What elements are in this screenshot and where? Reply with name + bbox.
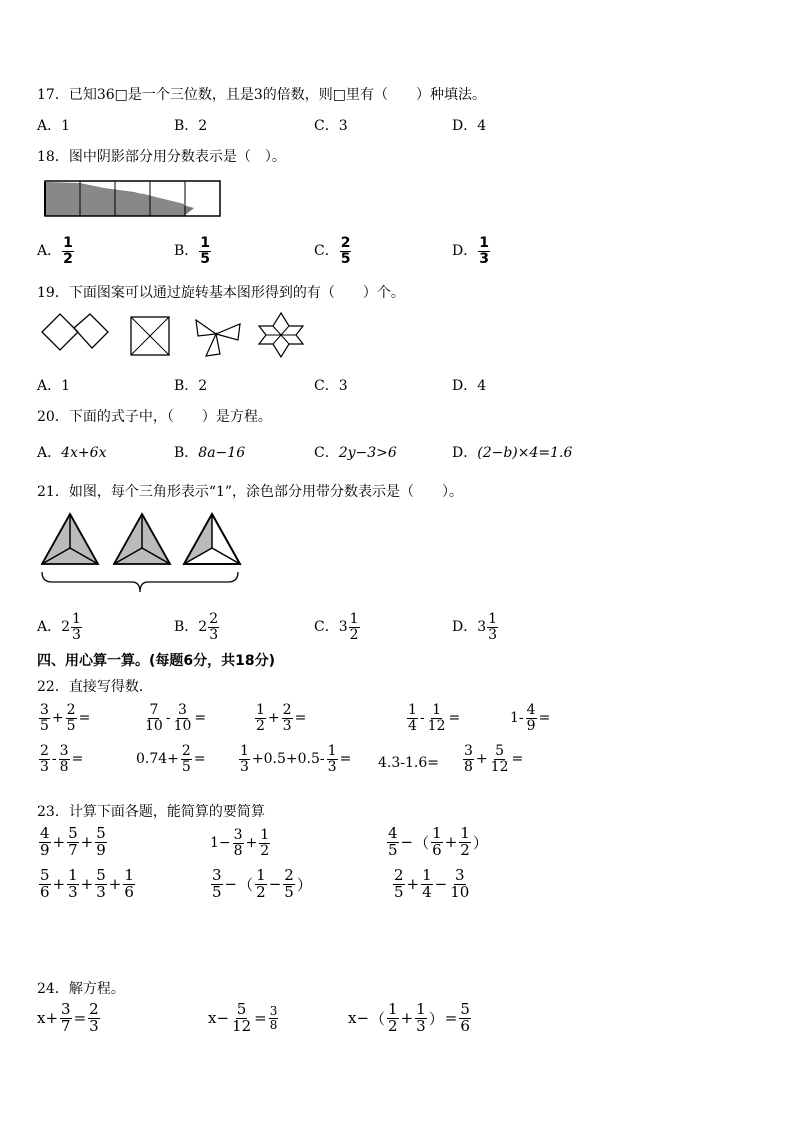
q24-stem: 24．解方程。: [37, 981, 125, 997]
denominator: 3: [416, 1016, 426, 1035]
q23-expr-5: [210, 868, 312, 901]
q18-option-d[interactable]: D． $\frac{1}{3}$: [452, 235, 489, 267]
fraction: [427, 703, 447, 733]
fraction: [59, 744, 70, 774]
numerator: 2: [340, 235, 351, 251]
q19-option-c[interactable]: C．3: [314, 378, 348, 394]
denominator: 6: [124, 882, 134, 901]
math-symbol: =: [448, 710, 461, 727]
q23-expr-2: [210, 828, 271, 858]
fraction: [421, 868, 433, 901]
q18-option-a[interactable]: A． $\frac{1}{2}$: [37, 235, 73, 267]
math-symbol: +: [52, 833, 66, 852]
fraction: [478, 236, 490, 266]
denominator: 3: [209, 626, 219, 643]
denominator: 5: [212, 882, 222, 901]
numerator: 2: [394, 866, 404, 884]
denominator: 3: [479, 250, 489, 267]
brace: [42, 572, 238, 592]
pinwheel-pattern: [194, 314, 244, 358]
q22-expr-3: [254, 703, 306, 733]
denominator: 2: [388, 1016, 398, 1035]
q23-stem: 23．计算下面各题，能简算的要简算: [37, 804, 265, 820]
q22-stem: 22．直接写得数．: [37, 679, 153, 695]
q18-stem: 18．图中阴影部分用分数表示是（ ）。: [37, 149, 286, 165]
q20-option-d[interactable]: D．(2−b)×4=1.6: [452, 445, 573, 461]
q21-option-c[interactable]: C．3 $\frac{1}{2}$: [314, 611, 359, 643]
numerator: 2: [66, 702, 76, 718]
two-squares-pattern: [40, 312, 110, 354]
fraction: [39, 744, 50, 774]
numerator: 1: [260, 827, 270, 843]
denominator: 3: [240, 758, 249, 775]
numerator: 1: [240, 743, 249, 759]
math-symbol: =: [254, 1009, 267, 1028]
denominator: 3: [89, 1016, 99, 1035]
q20-option-c[interactable]: C．2y−3>6: [314, 445, 397, 461]
math-symbol: +: [406, 875, 420, 894]
q20-stem: 20．下面的式子中，（ ）是方程。: [37, 409, 272, 425]
math-symbol: =: [73, 1009, 87, 1028]
q23-expr-4: [38, 868, 136, 901]
fraction: [327, 744, 338, 774]
denominator: 3: [68, 882, 78, 901]
numerator: 3: [212, 866, 222, 884]
fraction: [62, 236, 74, 266]
fraction: [349, 612, 360, 642]
fraction: [282, 703, 293, 733]
q22-expr-5: [510, 703, 550, 733]
denominator: 3: [72, 626, 81, 643]
math-symbol: 1−: [210, 835, 231, 852]
q22-expr-1: [38, 703, 90, 733]
denominator: 8: [233, 842, 243, 859]
fraction: [393, 868, 405, 901]
q23-expr-1: [38, 826, 108, 859]
numerator: 4: [40, 824, 50, 842]
denominator: 5: [340, 250, 351, 267]
math-symbol: -: [165, 710, 171, 727]
denominator: 2: [256, 717, 265, 734]
numerator: 1: [63, 235, 73, 251]
denominator: 5: [200, 250, 211, 267]
q22-expr-7: [136, 744, 206, 774]
numerator: 1: [416, 1000, 426, 1018]
fraction: [415, 1002, 427, 1035]
q22-expr-4: [406, 703, 460, 733]
fraction: [459, 1002, 471, 1035]
numerator: 4: [388, 824, 398, 842]
math-symbol: ）: [296, 875, 312, 894]
math-symbol: x−: [348, 1009, 370, 1028]
math-symbol: =: [339, 751, 352, 768]
numerator: 1: [349, 611, 359, 627]
math-symbol: 0.74+: [136, 751, 179, 768]
q19-option-a[interactable]: A．1: [37, 378, 71, 394]
q21-stem: 21．如图，每个三角形表示“1”，涂色部分用带分数表示是（ ）。: [37, 484, 464, 500]
denominator: 5: [181, 758, 191, 775]
denominator: 9: [96, 840, 106, 859]
fraction: [144, 703, 164, 733]
numerator: 2: [282, 702, 292, 718]
math-symbol: =: [511, 751, 524, 768]
math-symbol: −: [400, 833, 414, 852]
numerator: 5: [40, 866, 50, 884]
numerator: 1: [256, 866, 266, 884]
numerator: 5: [96, 824, 106, 842]
math-symbol: =: [193, 751, 206, 768]
denominator: 6: [40, 882, 50, 901]
denominator: 5: [388, 840, 398, 859]
fraction: [239, 744, 250, 774]
fraction: [255, 703, 266, 733]
fraction: [463, 744, 474, 774]
numerator: 1: [388, 1000, 398, 1018]
q24-equation-2: [208, 1002, 279, 1035]
denominator: 3: [327, 758, 337, 775]
q18-option-c[interactable]: C． $\frac{2}{5}$: [314, 235, 351, 267]
numerator: 3: [61, 1000, 71, 1018]
denominator: 12: [232, 1016, 252, 1035]
q24-equation-1: [37, 1002, 101, 1035]
denominator: 8: [269, 1017, 278, 1032]
denominator: 6: [432, 840, 442, 859]
denominator: 10: [173, 717, 192, 734]
math-symbol: x+: [37, 1009, 59, 1028]
denominator: 8: [464, 758, 473, 775]
numerator: 3: [269, 1004, 278, 1019]
denominator: 3: [282, 717, 292, 734]
fraction: [39, 703, 50, 733]
numerator: 5: [495, 743, 505, 759]
math-symbol: +: [267, 710, 280, 727]
numerator: 1: [460, 824, 470, 842]
q22-expr-8: [238, 744, 351, 774]
numerator: 2: [284, 866, 294, 884]
denominator: 12: [427, 717, 446, 734]
square-with-diagonals-pattern: [130, 316, 170, 356]
q20-option-a[interactable]: A．4x+6x: [37, 445, 107, 461]
fraction: [269, 1005, 279, 1031]
math-symbol: +: [444, 833, 458, 852]
q20-option-b[interactable]: B．8a−16: [174, 445, 246, 461]
denominator: 4: [422, 882, 432, 901]
denominator: 2: [260, 842, 270, 859]
three-triangles-figure: [40, 512, 244, 600]
numerator: 3: [40, 702, 49, 718]
denominator: 2: [63, 250, 73, 267]
fraction: [95, 826, 107, 859]
q23-expr-3: [386, 826, 488, 859]
denominator: 6: [460, 1016, 470, 1035]
numerator: 1: [200, 235, 211, 251]
denominator: 3: [488, 626, 498, 643]
numerator: 2: [181, 743, 191, 759]
denominator: 5: [394, 882, 404, 901]
fraction: [387, 826, 399, 859]
fraction: [526, 703, 537, 733]
math-symbol: +: [51, 710, 64, 727]
triangle-3: [184, 514, 240, 564]
math-symbol: +: [80, 875, 94, 894]
denominator: 9: [526, 717, 536, 734]
q21-option-a[interactable]: A．2 $\frac{1}{3}$: [37, 611, 81, 643]
q17-option-b[interactable]: B．2: [174, 118, 208, 134]
numerator: 5: [96, 866, 106, 884]
math-symbol: +: [400, 1009, 414, 1028]
math-symbol: +0.5+0.5-: [251, 751, 325, 768]
math-symbol: −: [268, 875, 282, 894]
shaded-strip-figure: [44, 180, 222, 218]
denominator: 4: [408, 717, 417, 734]
q21-option-d[interactable]: D．3 $\frac{1}{3}$: [452, 611, 498, 643]
fraction: [431, 826, 443, 859]
q17-option-d[interactable]: D．4: [452, 118, 487, 134]
q23-expr-6: [392, 868, 471, 901]
numerator: 4: [526, 702, 536, 718]
denominator: 7: [61, 1016, 71, 1035]
math-symbol: 1-: [510, 710, 524, 727]
q22-expr-6: [38, 744, 83, 774]
denominator: 5: [284, 882, 294, 901]
denominator: 2: [349, 626, 359, 643]
fraction: [60, 1002, 72, 1035]
numerator: 3: [233, 827, 243, 843]
numerator: 2: [209, 611, 219, 627]
numerator: 5: [460, 1000, 470, 1018]
fraction: [67, 868, 79, 901]
fraction: [71, 612, 82, 642]
q22-expr-9: 4.3-1.6=: [378, 755, 439, 771]
q17-option-a[interactable]: A．1: [37, 118, 71, 134]
math-symbol: =: [538, 710, 551, 727]
numerator: 1: [68, 866, 78, 884]
q19-option-b[interactable]: B．2: [174, 378, 208, 394]
fraction: [459, 826, 471, 859]
q24-equation-3: [348, 1002, 472, 1035]
fraction: [67, 826, 79, 859]
fraction: [407, 703, 418, 733]
denominator: 3: [96, 882, 106, 901]
numerator: 2: [89, 1000, 99, 1018]
q19-stem: 19．下面图案可以通过旋转基本图形得到的有（ ）个。: [37, 285, 405, 301]
fraction: [233, 828, 244, 858]
math-symbol: =: [444, 1009, 458, 1028]
numerator: 1: [327, 743, 337, 759]
numerator: 5: [68, 824, 78, 842]
math-symbol: +: [80, 833, 94, 852]
q22-expr-10: [462, 744, 523, 774]
numerator: 3: [455, 866, 465, 884]
fraction: [95, 868, 107, 901]
fraction: [173, 703, 193, 733]
numerator: 2: [40, 743, 49, 759]
fraction: [259, 828, 270, 858]
fraction: [181, 744, 192, 774]
q19-option-d[interactable]: D．4: [452, 378, 487, 394]
q17-option-c[interactable]: C．3: [314, 118, 348, 134]
denominator: 12: [490, 758, 509, 775]
denominator: 5: [40, 717, 49, 734]
numerator: 1: [408, 702, 417, 718]
denominator: 7: [68, 840, 78, 859]
q21-option-b[interactable]: B．2 $\frac{2}{3}$: [174, 611, 219, 643]
fraction: [487, 612, 498, 642]
numerator: 3: [464, 743, 473, 759]
math-symbol: -: [51, 751, 57, 768]
denominator: 10: [450, 882, 470, 901]
fraction: [39, 826, 51, 859]
numerator: 3: [59, 743, 69, 759]
six-rhombus-star-pattern: [258, 312, 304, 358]
numerator: 3: [178, 702, 187, 718]
fraction: [208, 612, 219, 642]
math-symbol: （: [414, 833, 430, 852]
math-symbol: +: [245, 835, 258, 852]
fraction: [283, 868, 295, 901]
math-symbol: +: [52, 875, 66, 894]
numerator: 1: [488, 611, 498, 627]
triangle-2: [114, 514, 170, 564]
fraction: [490, 744, 510, 774]
math-symbol: −: [434, 875, 448, 894]
fraction: [449, 868, 470, 901]
fraction: [231, 1002, 252, 1035]
fraction: [199, 236, 211, 266]
denominator: 10: [145, 717, 163, 734]
numerator: 1: [432, 702, 442, 718]
fraction: [211, 868, 223, 901]
fraction: [340, 236, 352, 266]
q17-stem: 17．已知36□是一个三位数，且是3的倍数，则□里有（ ）种填法。: [37, 87, 486, 103]
math-symbol: +: [108, 875, 122, 894]
numerator: 7: [149, 702, 159, 718]
fraction: [123, 868, 135, 901]
fraction: [88, 1002, 100, 1035]
numerator: 1: [422, 866, 432, 884]
math-symbol: （: [238, 875, 254, 894]
fraction: [255, 868, 267, 901]
denominator: 3: [40, 758, 49, 775]
numerator: 1: [256, 702, 265, 718]
fraction: [39, 868, 51, 901]
math-symbol: +: [475, 751, 488, 768]
numerator: 1: [432, 824, 442, 842]
numerator: 1: [479, 235, 489, 251]
denominator: 5: [66, 717, 76, 734]
math-symbol: =: [78, 710, 91, 727]
numerator: 1: [124, 866, 134, 884]
math-symbol: =: [194, 710, 207, 727]
denominator: 2: [460, 840, 470, 859]
numerator: 1: [72, 611, 81, 627]
q22-expr-2: [143, 703, 206, 733]
triangle-1: [42, 514, 98, 564]
math-symbol: ）: [472, 833, 488, 852]
fraction: [66, 703, 77, 733]
math-symbol: ）: [428, 1009, 444, 1028]
math-symbol: （: [370, 1009, 386, 1028]
math-symbol: x−: [208, 1009, 230, 1028]
numerator: 5: [236, 1000, 247, 1018]
math-symbol: -: [419, 710, 425, 727]
section-4-heading: 四、用心算一算。(每题6分，共18分): [37, 653, 276, 669]
math-symbol: −: [224, 875, 238, 894]
fraction: [387, 1002, 399, 1035]
denominator: 2: [256, 882, 266, 901]
math-symbol: =: [294, 710, 307, 727]
denominator: 8: [59, 758, 69, 775]
q18-option-b[interactable]: B． $\frac{1}{5}$: [174, 235, 211, 267]
denominator: 9: [40, 840, 50, 859]
math-symbol: =: [71, 751, 84, 768]
